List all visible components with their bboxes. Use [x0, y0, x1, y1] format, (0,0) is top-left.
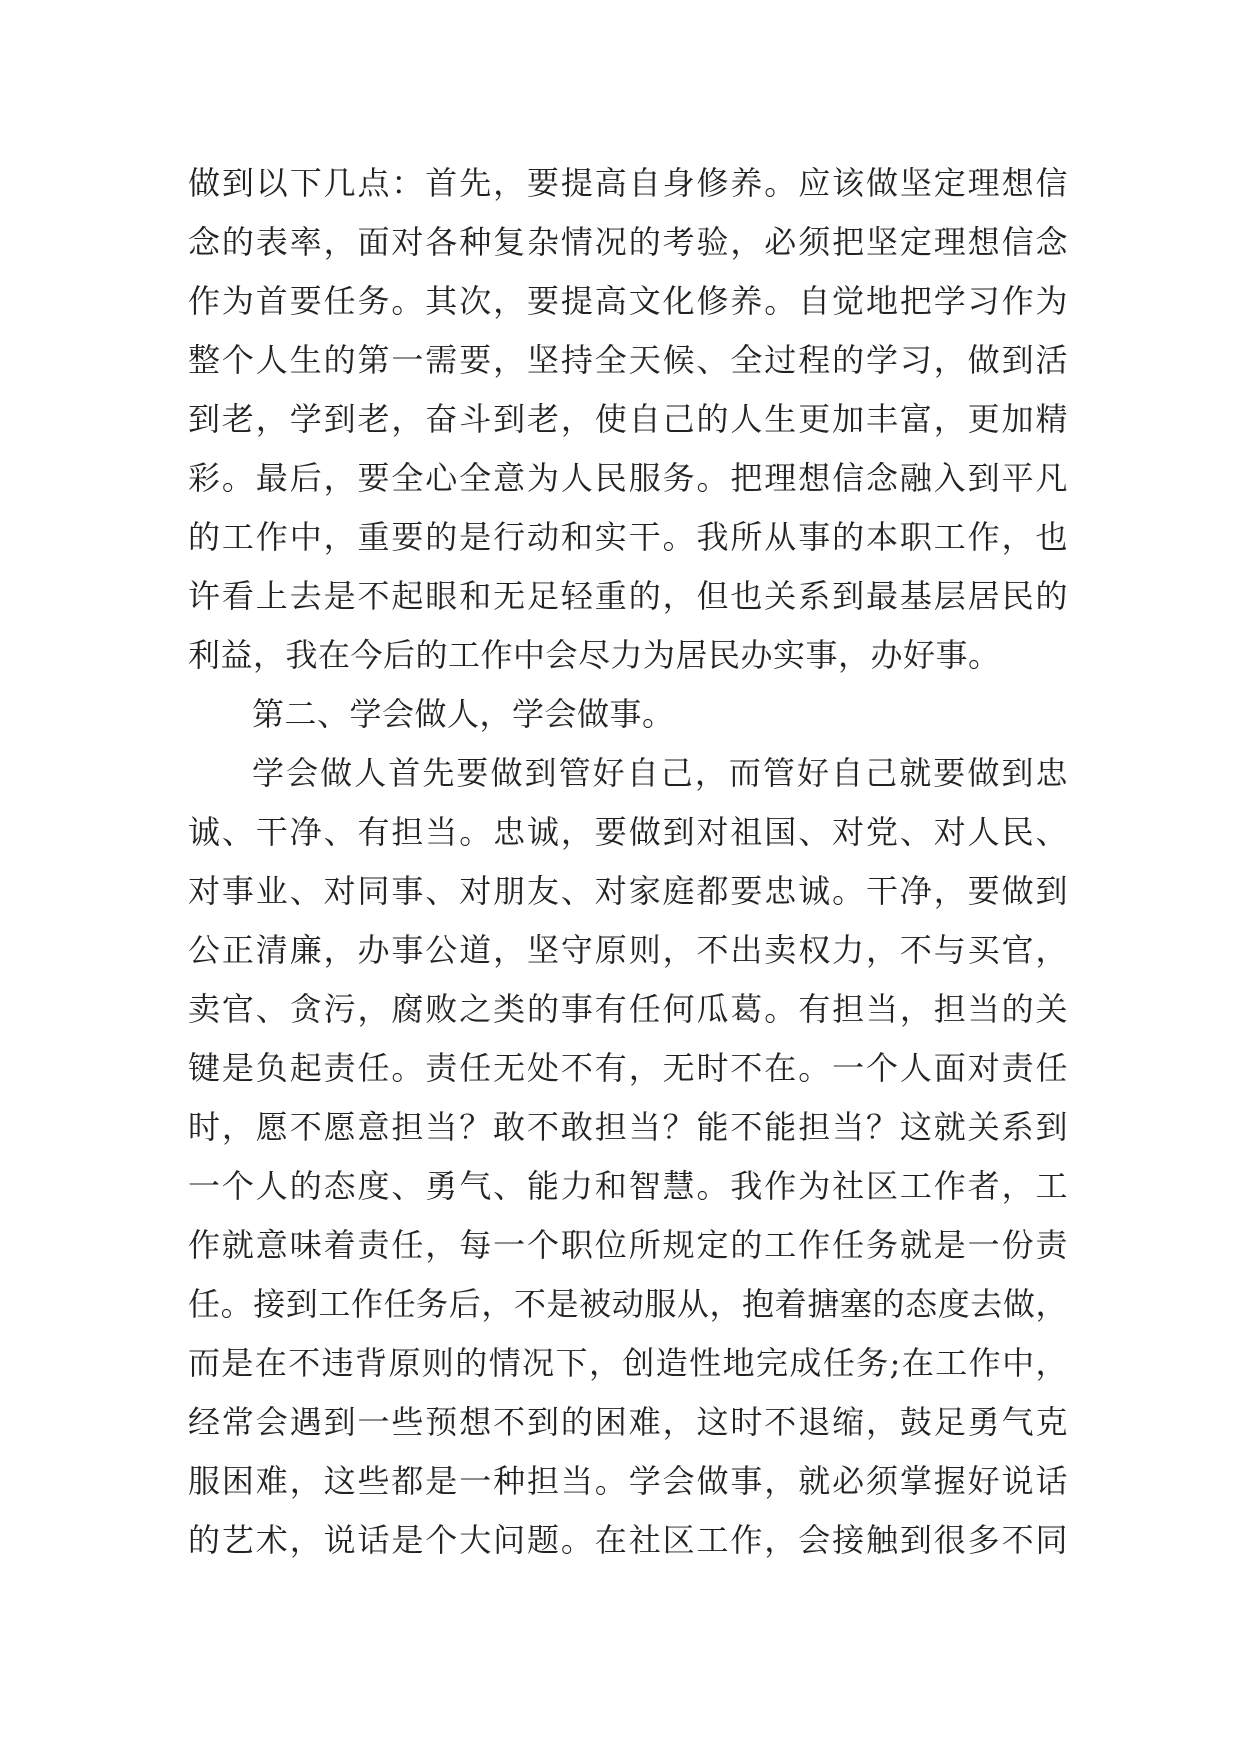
text-line: 卖官、贪污，腐败之类的事有任何瓜葛。有担当，担当的关: [188, 990, 1068, 1028]
text-line: 学会做人首先要做到管好自己，而管好自己就要做到忠: [252, 754, 1068, 792]
text-line: 公正清廉，办事公道，坚守原则，不出卖权力，不与买官，: [188, 931, 1068, 969]
text-line: 彩。最后，要全心全意为人民服务。把理想信念融入到平凡: [188, 459, 1068, 497]
text-line: 的工作中，重要的是行动和实干。我所从事的本职工作，也: [188, 518, 1068, 556]
text-line: 念的表率，面对各种复杂情况的考验，必须把坚定理想信念: [188, 223, 1068, 261]
text-line: 一个人的态度、勇气、能力和智慧。我作为社区工作者，工: [188, 1167, 1068, 1205]
text-line: 利益，我在今后的工作中会尽力为居民办实事，办好事。: [188, 636, 1001, 674]
text-line: 服困难，这些都是一种担当。学会做事，就必须掌握好说话: [188, 1462, 1068, 1500]
text-line: 而是在不违背原则的情况下，创造性地完成任务;在工作中，: [188, 1344, 1068, 1382]
text-line: 对事业、对同事、对朋友、对家庭都要忠诚。干净，要做到: [188, 872, 1068, 910]
text-line: 许看上去是不起眼和无足轻重的，但也关系到最基层居民的: [188, 577, 1068, 615]
text-line: 第二、学会做人，学会做事。: [252, 695, 675, 733]
text-line: 作就意味着责任，每一个职位所规定的工作任务就是一份责: [188, 1226, 1068, 1264]
text-line: 时，愿不愿意担当？敢不敢担当？能不能担当？这就关系到: [188, 1108, 1068, 1146]
text-line: 到老，学到老，奋斗到老，使自己的人生更加丰富，更加精: [188, 400, 1068, 438]
text-line: 经常会遇到一些预想不到的困难，这时不退缩，鼓足勇气克: [188, 1403, 1068, 1441]
text-line: 诚、干净、有担当。忠诚，要做到对祖国、对党、对人民、: [188, 813, 1068, 851]
text-line: 作为首要任务。其次，要提高文化修养。自觉地把学习作为: [188, 282, 1068, 320]
text-line: 整个人生的第一需要，坚持全天候、全过程的学习，做到活: [188, 341, 1068, 379]
text-line: 做到以下几点：首先，要提高自身修养。应该做坚定理想信: [188, 164, 1068, 202]
body-text: [188, 154, 1068, 1570]
text-line: 键是负起责任。责任无处不有，无时不在。一个人面对责任: [188, 1049, 1068, 1087]
text-line: 任。接到工作任务后，不是被动服从，抱着搪塞的态度去做，: [188, 1285, 1068, 1323]
text-line: 的艺术，说话是个大问题。在社区工作，会接触到很多不同: [188, 1521, 1068, 1559]
